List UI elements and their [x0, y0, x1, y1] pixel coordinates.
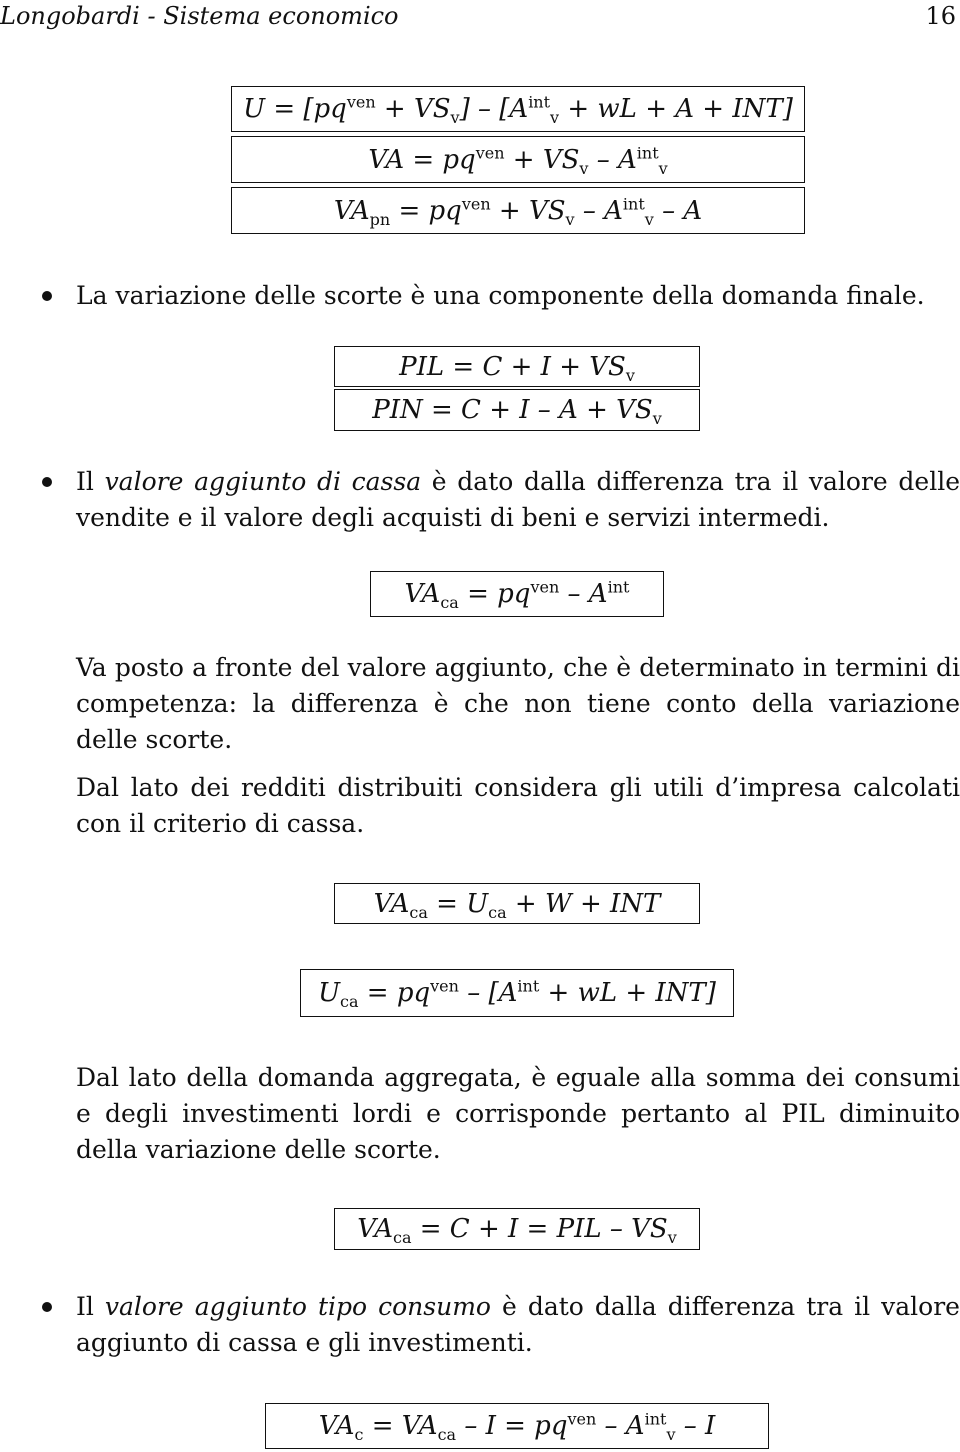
running-header-title: Longobardi - Sistema economico	[0, 2, 399, 30]
formula-pil-box	[334, 346, 700, 387]
formula-text: $VA_c = VA_{ca} - I = pq^{ven} - A^{int}_v - I$	[318, 1409, 716, 1445]
formula-text: PIN = $C + I - A + VS_v$	[372, 395, 662, 429]
formula-text: VA = $pq^{ven} + VS_v - A^{int}_v$	[368, 142, 668, 178]
formula-text: $VA_{ca} = U_{ca} + W$ + INT	[373, 888, 661, 922]
formula-text: $U_{ca} = pq^{ven} - [A^{int}$ + wL + INT]	[318, 976, 716, 1012]
formula-text: $VA_{pn} = pq^{ven} + VS_v - A^{int}_v - A$	[333, 193, 703, 229]
formula-text: $U = [pq^{ven} + VS_v] - [A^{int}_v$ + wL + A + INT]	[243, 92, 793, 128]
formula-cash-income-box	[334, 883, 700, 924]
formula-cash-profit-box	[300, 969, 734, 1017]
formula-text: $VA_{ca} = pq^{ven} - A^{int}$	[404, 577, 630, 613]
bullet-text: Il valore aggiunto di cassa è dato dalla differenza tra il valore delle vendite e il valore degli acquisti di beni e servizi intermedi.	[76, 467, 960, 532]
paragraph: Va posto a fronte del valore aggiunto, che è determinato in termini di competenza: la differenza è che non tiene conto della variazione delle scorte.	[76, 653, 960, 754]
paragraph: Dal lato della domanda aggregata, è eguale alla somma dei consumi e degli investimenti lordi e corrisponde pertanto al PIL diminuito della variazione delle scorte.	[76, 1063, 960, 1164]
bullet-text: Il valore aggiunto tipo consumo è dato dalla differenza tra il valore aggiunto di cassa e gli investimenti.	[76, 1292, 960, 1357]
emphasis-term: valore aggiunto di cassa	[104, 467, 422, 496]
formula-consumption-value-added-box	[265, 1403, 769, 1449]
emphasis-term: valore aggiunto tipo consumo	[104, 1292, 491, 1321]
page-number: 16	[925, 2, 956, 30]
paragraph: Dal lato dei redditi distribuiti considera gli utili d’impresa calcolati con il criterio di cassa.	[76, 773, 960, 838]
formula-profit-box	[231, 86, 805, 132]
formula-text: $VA_{ca} = C + I$ = PIL – $VS_v$	[357, 1214, 677, 1248]
bullet-marker	[42, 291, 52, 301]
bullet-marker	[42, 477, 52, 487]
formula-text: PIL = $C + I + VS_v$	[399, 351, 635, 385]
formula-cash-value-added-box	[370, 571, 664, 617]
bullet-text: La variazione delle scorte è una componente della domanda finale.	[76, 281, 925, 310]
formula-net-value-added-box	[231, 187, 805, 234]
bullet-marker	[42, 1302, 52, 1312]
formula-value-added-box	[231, 136, 805, 183]
formula-pin-box	[334, 389, 700, 431]
formula-demand-box	[334, 1208, 700, 1250]
